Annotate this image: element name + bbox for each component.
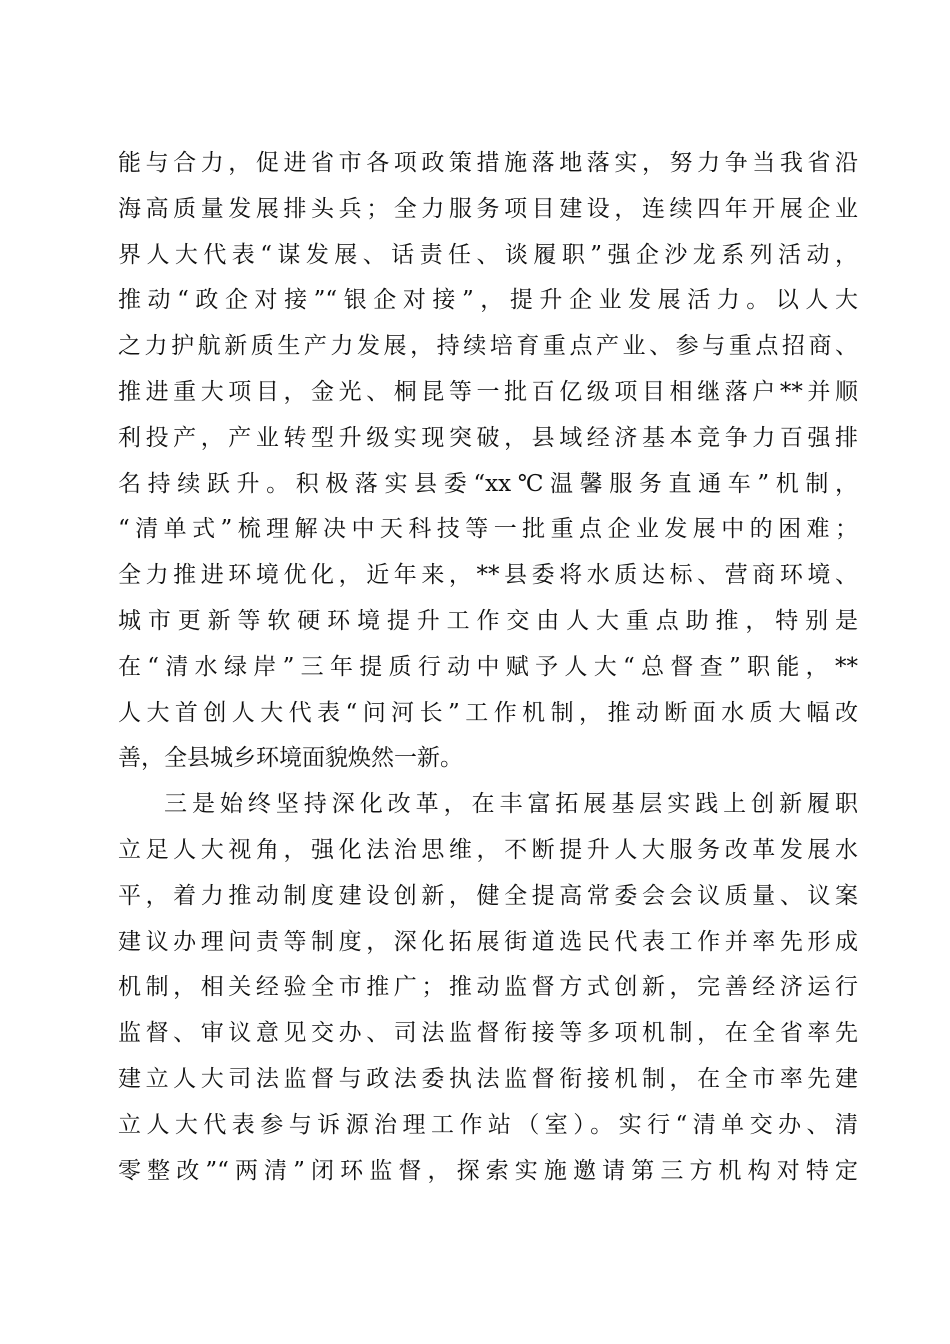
text-line: 能与合力，促进省市各项政策措施落地落实，努力争当我省沿 [118,150,858,176]
text-line: 全力推进环境优化，近年来，**县委将水质达标、营商环境、 [118,562,858,589]
text-line: 平，着力推动制度建设创新，健全提高常委会会议质量、议案 [118,882,858,909]
text-line: 机制，相关经验全市推广；推动监督方式创新，完善经济运行 [118,974,858,1001]
text-line: 立人大代表参与诉源治理工作站（室）。实行“清单交办、清 [118,1111,858,1138]
text-line: 零整改”“两清”闭环监督，探索实施邀请第三方机构对特定 [118,1157,858,1184]
text-line: 推进重大项目，金光、桐昆等一批百亿级项目相继落户**并顺 [118,378,858,405]
text-line: 监督、审议意见交办、司法监督衔接等多项机制，在全省率先 [118,1020,858,1047]
text-line: 名持续跃升。积极落实县委“xx℃温馨服务直通车”机制， [118,470,858,497]
text-line: 之力护航新质生产力发展，持续培育重点产业、参与重点招商、 [118,333,858,360]
text-line: 在“清水绿岸”三年提质行动中赋予人大“总督查”职能，** [118,653,858,680]
text-line: 海高质量发展排头兵；全力服务项目建设，连续四年开展企业 [118,195,858,222]
text-line: 界人大代表“谋发展、话责任、谈履职”强企沙龙系列活动， [118,241,858,268]
text-line: 建议办理问责等制度，深化拓展街道选民代表工作并率先形成 [118,928,858,955]
section-heading-line: 三是始终坚持深化改革，在丰富拓展基层实践上创新履职 [164,791,858,818]
text-line: 利投产，产业转型升级实现突破，县域经济基本竞争力百强排 [118,424,858,451]
text-line: 建立人大司法监督与政法委执法监督衔接机制，在全市率先建 [118,1065,858,1092]
text-line: 推动“政企对接”“银企对接”，提升企业发展活力。以人大 [118,287,858,314]
text-line: 人大首创人大代表“问河长”工作机制，推动断面水质大幅改 [118,699,858,726]
body-text [118,141,858,1194]
paragraph-end-line: 善，全县城乡环境面貌焕然一新。 [118,745,463,772]
text-line: “清单式”梳理解决中天科技等一批重点企业发展中的困难； [118,516,858,543]
text-line: 城市更新等软硬环境提升工作交由人大重点助推，特别是 [118,607,858,634]
text-line: 立足人大视角，强化法治思维，不断提升人大服务改革发展水 [118,836,858,863]
